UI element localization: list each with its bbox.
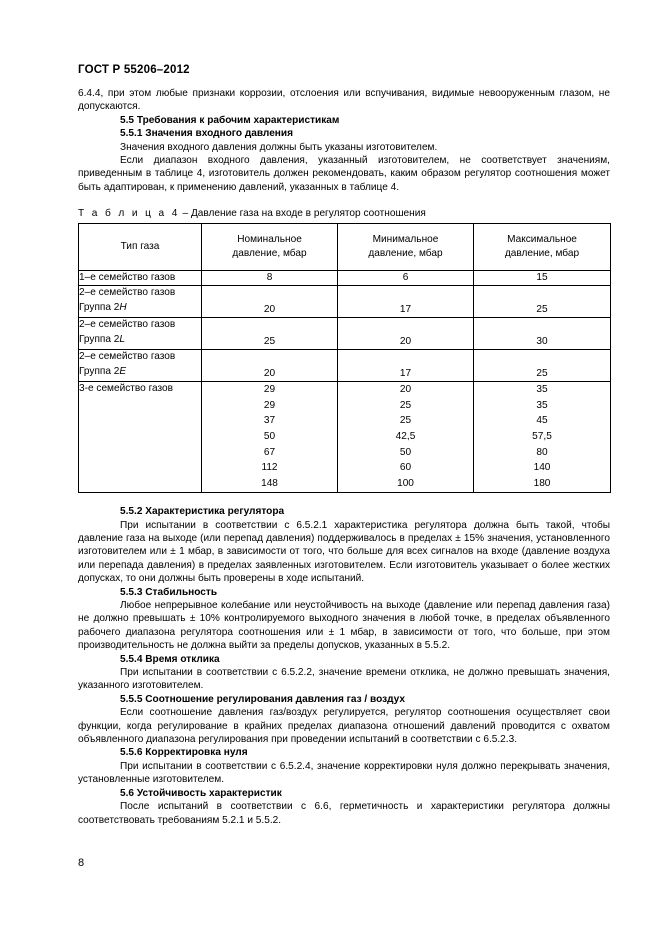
minimum-cell: 17 [338, 350, 474, 382]
maximum-cell: 15 [474, 270, 611, 286]
section-5-6-title: 5.6 Устойчивость характеристик [120, 787, 282, 799]
section-5-5-1-paragraph-2: Если диапазон входного давления, указанный изготовителем, не соответствует значениям, приведенным в таблице 4, изготовитель должен рекомендовать, каким образом регулятор соотношения может быть адаптирован, к применению давлений, указанных в таблице 4. [78, 155, 610, 193]
table-header-row [79, 223, 611, 270]
section-5-5-1-paragraph-1: Значения входного давления должны быть указаны изготовителем. [120, 141, 438, 153]
maximum-cell: 30 [474, 318, 611, 350]
nominal-cell: 8 [202, 270, 338, 286]
maximum-cell: 25 [474, 286, 611, 318]
gas-type-cell: 3-е семейство газов [79, 382, 202, 493]
section-5-5-3-text: Любое непрерывное колебание или неустойчивость на выходе (давление или перепад давления газа) не должно превышать ± 10% контролируемого выходного значения в любой точке, в пределах объявленного рабочего диапазона регулятора соотношения или ± 1 мбар, в зависимости от того, что больше, при этом производительность не должна выйти за пределы допусков, указанных в 5.5.2. [78, 600, 610, 652]
section-5-5-2-title: 5.5.2 Характеристика регулятора [120, 506, 285, 518]
section-5-5-1-title: 5.5.1 Значения входного давления [120, 128, 293, 140]
section-5-5-4-text: При испытании в соответствии с 6.5.2.2, значение времени отклика, не должно превышать значения, указанного изготовителем. [78, 667, 610, 692]
table-row [79, 350, 611, 382]
section-5-5-4-title: 5.5.4 Время отклика [120, 653, 220, 665]
gas-type-cell: 1–е семейство газов [79, 270, 202, 286]
section-5-5-2-text: При испытании в соответствии с 6.5.2.1 характеристика регулятора должна быть такой, чтобы давление газа на выходе (или перепад давления) поддерживалось в пределах ± 15% значения, установленного изготовителем или ± 1 мбар, в зависимости от того, что больше для всех сигналов на входе (давление воздуха или перепада давления) в пределах заявленных изготовителем. Если изготовитель указывает о более жестких допусках, то они должны быть проверены в ходе испытаний. [78, 519, 610, 585]
minimum-cell: 20 25 25 42,5 50 60 100 [338, 382, 474, 493]
minimum-cell: 6 [338, 270, 474, 286]
document-header: ГОСТ Р 55206–2012 [78, 64, 190, 76]
table-caption-text: – Давление газа на входе в регулятор соотношения [179, 208, 426, 220]
minimum-cell: 20 [338, 318, 474, 350]
nominal-cell: 29 29 37 50 67 112 148 [202, 382, 338, 493]
section-5-6-text: После испытаний в соответствии с 6.6, герметичность и характеристики регулятора должны соответствовать требованиям 5.2.1 и 5.5.2. [78, 801, 610, 826]
gas-type-cell: 2–е семейство газов Группа 2L [79, 318, 202, 350]
section-5-5-6-title: 5.5.6 Корректировка нуля [120, 747, 248, 759]
intro-paragraph: 6.4.4, при этом любые признаки коррозии, отслоения или вспучивания, видимые невооруженным глазом, не допускаются. [78, 88, 610, 113]
table-row [79, 286, 611, 318]
maximum-cell: 25 [474, 350, 611, 382]
gas-type-cell: 2–е семейство газов Группа 2E [79, 350, 202, 382]
header-minimum-pressure: Минимальное давление, мбар [338, 223, 474, 270]
table-row [79, 270, 611, 286]
section-5-5-5-text: Если соотношение давления газ/воздух регулируется, регулятор соотношения осуществляет свои функции, когда регулирование в крайних пределах диапазона отношений давлений проводится с охватом объявленного диапазона регулирования при проведении испытаний в соответствии с 6.5.2.3. [78, 707, 610, 746]
nominal-cell: 20 [202, 286, 338, 318]
section-5-5-title: 5.5 Требования к рабочим характеристикам [120, 114, 340, 126]
maximum-cell: 35 35 45 57,5 80 140 180 [474, 382, 611, 493]
header-nominal-pressure: Номинальное давление, мбар [202, 223, 338, 270]
header-maximum-pressure: Максимальное давление, мбар [474, 223, 611, 270]
header-gas-type: Тип газа [79, 223, 202, 270]
table-caption-prefix: Т а б л и ц а 4 [78, 208, 180, 220]
gas-type-cell: 2–е семейство газов Группа 2H [79, 286, 202, 318]
section-5-5-3-title: 5.5.3 Стабильность [120, 586, 218, 598]
table-caption [78, 207, 610, 220]
page-number: 8 [78, 857, 85, 869]
minimum-cell: 17 [338, 286, 474, 318]
section-5-5-5-title: 5.5.5 Соотношение регулирования давления газ / воздух [120, 693, 406, 705]
gas-pressure-table [78, 223, 611, 494]
section-5-5-6-text: При испытании в соответствии с 6.5.2.4, значение корректировки нуля должно перекрывать значения, установленные изготовителем. [78, 760, 610, 786]
document-body [78, 87, 610, 827]
table-row [79, 318, 611, 350]
nominal-cell: 25 [202, 318, 338, 350]
table-row [79, 382, 611, 493]
nominal-cell: 20 [202, 350, 338, 382]
